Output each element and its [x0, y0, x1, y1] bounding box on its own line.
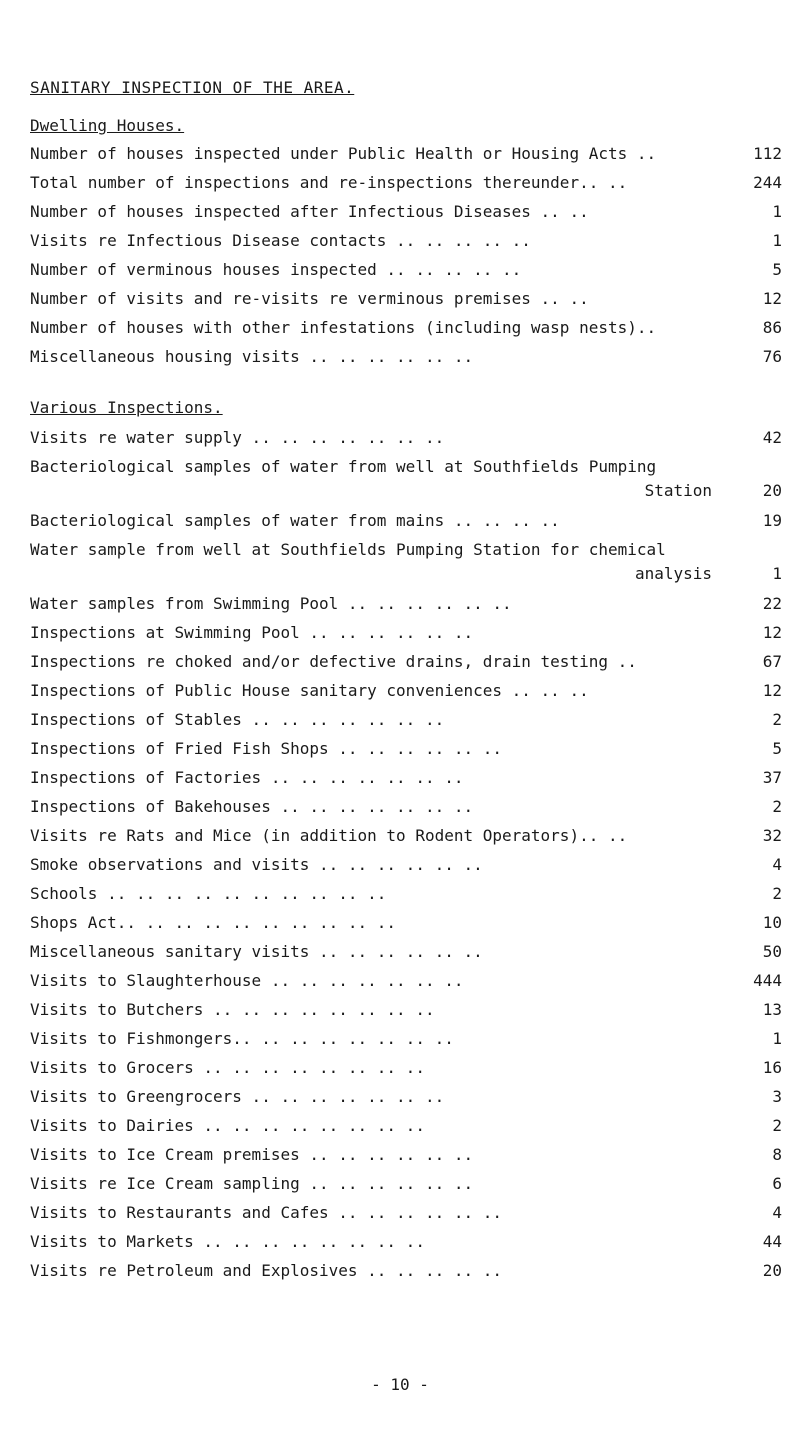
row-value: 8 — [772, 1145, 782, 1164]
page-number: - 10 - — [371, 1375, 429, 1394]
table-row — [30, 139, 782, 169]
table-row — [30, 966, 782, 996]
row-value: 13 — [762, 1000, 782, 1019]
row-label: Number of houses inspected under Public Health or Housing Acts .. — [30, 144, 657, 163]
row-value: 3 — [772, 1087, 782, 1106]
row-label: Visits to Butchers .. .. .. .. .. .. .. .. — [30, 1000, 435, 1019]
row-label: Inspections at Swimming Pool .. .. .. .. .. .. — [30, 623, 474, 642]
row-value: 44 — [762, 1232, 782, 1251]
row-value: 112 — [753, 144, 782, 163]
row-value: 16 — [762, 1058, 782, 1077]
table-row — [30, 879, 782, 909]
table-row — [30, 1198, 782, 1228]
row-value: 1 — [772, 564, 782, 583]
row-label: Water samples from Swimming Pool .. .. .. .. .. .. — [30, 594, 512, 613]
table-row — [30, 705, 782, 735]
row-value: 20 — [762, 1261, 782, 1280]
row-value: 22 — [762, 594, 782, 613]
row-label: Shops Act.. .. .. .. .. .. .. .. .. .. — [30, 913, 397, 932]
row-label: Visits to Slaughterhouse .. .. .. .. .. .. .. — [30, 971, 464, 990]
row-label: Visits re water supply .. .. .. .. .. .. .. — [30, 428, 445, 447]
row-value: 10 — [762, 913, 782, 932]
row-label: Miscellaneous housing visits .. .. .. .. .. .. — [30, 347, 474, 366]
row-value: 1 — [772, 1029, 782, 1048]
table-row — [30, 284, 782, 314]
row-value: 12 — [762, 289, 782, 308]
row-value: 1 — [772, 231, 782, 250]
row-label: Inspections of Factories .. .. .. .. .. .. .. — [30, 768, 464, 787]
row-value: 2 — [772, 797, 782, 816]
row-value: 6 — [772, 1174, 782, 1193]
row-label: Visits to Greengrocers .. .. .. .. .. .. .. — [30, 1087, 445, 1106]
row-label: Number of houses with other infestations (including wasp nests).. — [30, 318, 657, 337]
row-label: Visits to Dairies .. .. .. .. .. .. .. .. — [30, 1116, 425, 1135]
table-row — [30, 255, 782, 285]
row-label: Visits to Grocers .. .. .. .. .. .. .. .. — [30, 1058, 425, 1077]
table-row — [30, 535, 782, 591]
table-row — [30, 850, 782, 880]
table-row — [30, 937, 782, 967]
row-value: 2 — [772, 710, 782, 729]
row-label: Visits re Petroleum and Explosives .. .. .. .. .. — [30, 1261, 503, 1280]
row-value: 4 — [772, 1203, 782, 1222]
row-label: Inspections re choked and/or defective drains, drain testing .. — [30, 652, 637, 671]
table-row — [30, 995, 782, 1025]
row-value: 2 — [772, 1116, 782, 1135]
row-label: Miscellaneous sanitary visits .. .. .. .. .. .. — [30, 942, 483, 961]
dwelling-heading: Dwelling Houses. — [30, 116, 185, 135]
row-label: Number of verminous houses inspected .. .. .. .. .. — [30, 260, 522, 279]
row-value: 12 — [762, 681, 782, 700]
table-row — [30, 168, 782, 198]
row-value: 76 — [762, 347, 782, 366]
table-row — [30, 1111, 782, 1141]
row-value: 32 — [762, 826, 782, 845]
row-label: Visits to Restaurants and Cafes .. .. .. .. .. .. — [30, 1203, 503, 1222]
table-row — [30, 313, 782, 343]
table-row — [30, 1053, 782, 1083]
row-label: Number of visits and re-visits re verminous premises .. .. — [30, 289, 589, 308]
table-row — [30, 763, 782, 793]
row-value: 86 — [762, 318, 782, 337]
row-value: 5 — [772, 260, 782, 279]
table-row — [30, 506, 782, 536]
page-title: SANITARY INSPECTION OF THE AREA. — [30, 78, 355, 97]
row-value: 37 — [762, 768, 782, 787]
row-value: 2 — [772, 884, 782, 903]
row-value: 1 — [772, 202, 782, 221]
table-row — [30, 342, 782, 372]
table-row — [30, 647, 782, 677]
table-row — [30, 1082, 782, 1112]
row-label: Visits re Ice Cream sampling .. .. .. .. .. .. — [30, 1174, 474, 1193]
row-value: 20 — [762, 481, 782, 500]
row-label-continued: Station — [644, 481, 712, 500]
row-label: Inspections of Stables .. .. .. .. .. .. .. — [30, 710, 445, 729]
table-row — [30, 1024, 782, 1054]
table-row — [30, 197, 782, 227]
table-row — [30, 1256, 782, 1286]
row-value: 50 — [762, 942, 782, 961]
row-label: Inspections of Bakehouses .. .. .. .. .. .. .. — [30, 797, 474, 816]
table-row — [30, 452, 782, 508]
row-label: Number of houses inspected after Infectious Diseases .. .. — [30, 202, 589, 221]
row-value: 4 — [772, 855, 782, 874]
row-label: Visits to Fishmongers.. .. .. .. .. .. .. .. — [30, 1029, 454, 1048]
row-label: Inspections of Fried Fish Shops .. .. .. .. .. .. — [30, 739, 503, 758]
table-row — [30, 676, 782, 706]
table-row — [30, 423, 782, 453]
row-label: Visits re Rats and Mice (in addition to Rodent Operators).. .. — [30, 826, 628, 845]
table-row — [30, 1169, 782, 1199]
table-row — [30, 226, 782, 256]
row-label: Water sample from well at Southfields Pumping Station for chemical — [30, 540, 666, 559]
row-label: Visits to Ice Cream premises .. .. .. .. .. .. — [30, 1145, 474, 1164]
table-row — [30, 589, 782, 619]
row-value: 244 — [753, 173, 782, 192]
row-label: Schools .. .. .. .. .. .. .. .. .. .. — [30, 884, 387, 903]
table-row — [30, 734, 782, 764]
table-row — [30, 1140, 782, 1170]
row-label: Total number of inspections and re-inspections thereunder.. .. — [30, 173, 628, 192]
table-row — [30, 821, 782, 851]
table-row — [30, 618, 782, 648]
row-label: Bacteriological samples of water from mains .. .. .. .. — [30, 511, 560, 530]
table-row — [30, 1227, 782, 1257]
row-label-continued: analysis — [634, 564, 712, 583]
row-value: 19 — [762, 511, 782, 530]
row-label: Visits to Markets .. .. .. .. .. .. .. .. — [30, 1232, 425, 1251]
row-value: 12 — [762, 623, 782, 642]
row-label: Smoke observations and visits .. .. .. .. .. .. — [30, 855, 483, 874]
row-label: Inspections of Public House sanitary conveniences .. .. .. — [30, 681, 589, 700]
row-value: 444 — [753, 971, 782, 990]
row-value: 67 — [762, 652, 782, 671]
various-heading: Various Inspections. — [30, 398, 223, 417]
row-value: 5 — [772, 739, 782, 758]
table-row — [30, 908, 782, 938]
row-label: Visits re Infectious Disease contacts .. .. .. .. .. — [30, 231, 531, 250]
row-label: Bacteriological samples of water from well at Southfields Pumping — [30, 457, 657, 476]
row-value: 42 — [762, 428, 782, 447]
table-row — [30, 792, 782, 822]
